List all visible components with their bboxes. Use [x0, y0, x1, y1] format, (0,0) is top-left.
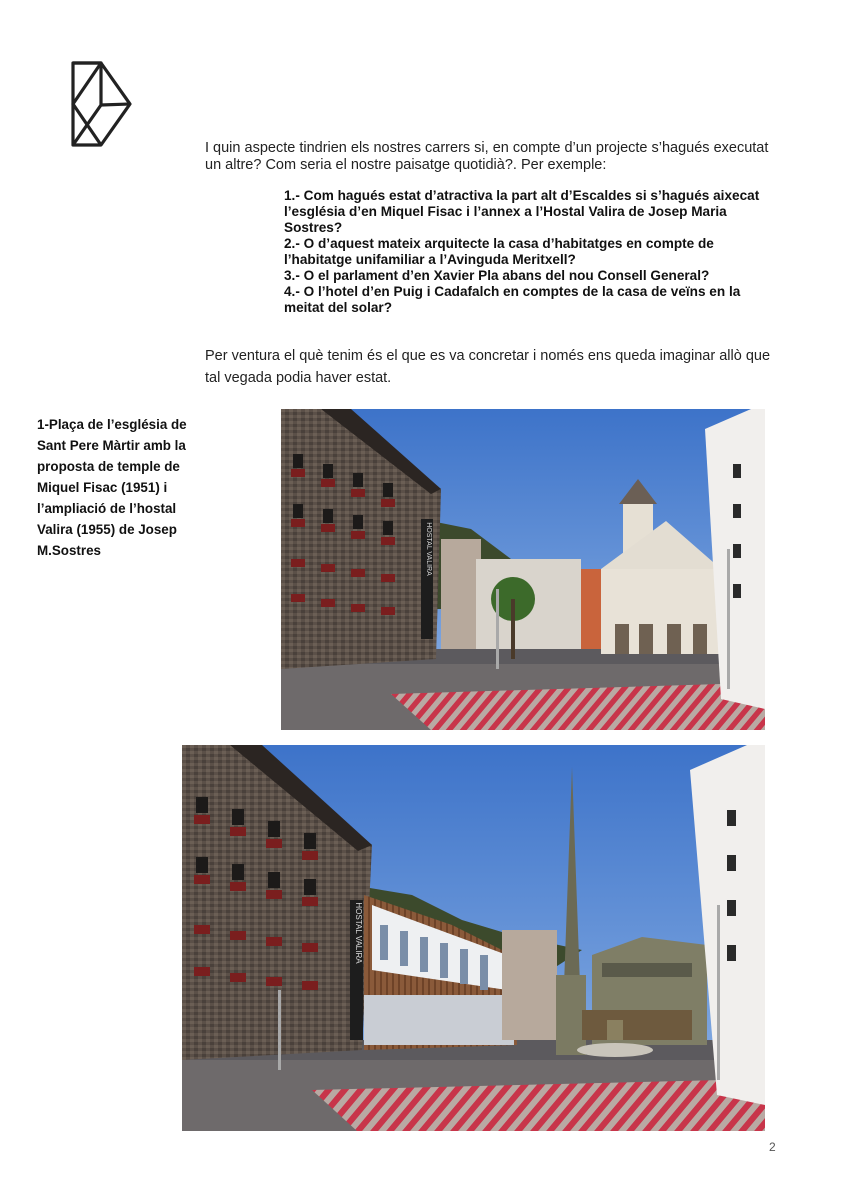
- question-item: 4.- O l’hotel d’en Puig i Cadafalch en comptes de la casa de veïns en la meitat del solar?: [284, 284, 741, 315]
- question-item: 2.- O d’aquest mateix arquitecte la casa d’habitatges en compte de l’habitatge unifamiliar a l’Avinguda Meritxell?: [284, 236, 714, 267]
- photo-square-current: [281, 409, 765, 730]
- closing-paragraph: Per ventura el què tenim és el que es va concretar i només ens queda imaginar allò que tal vegada podia haver estat.: [205, 348, 771, 386]
- intro-paragraph: I quin aspecte tindrien els nostres carrers si, en compte d’un projecte s’hagués executat un altre? Com seria el nostre paisatge quotidià?. Per exemple:: [205, 140, 769, 173]
- question-item: 3.- O el parlament d’en Xavier Pla abans del nou Consell General?: [284, 268, 710, 283]
- page-number: 2: [769, 1140, 776, 1154]
- questions-list: [284, 188, 784, 316]
- figure-caption: 1-Plaça de l’església de Sant Pere Màrtir amb la proposta de temple de Miquel Fisac (1951) i l’ampliació de l’hostal Valira (1955) de Josep M.Sostres: [37, 417, 187, 558]
- hostal-sign: HOSTAL VALIRA: [425, 522, 432, 576]
- photo-square-proposal: [182, 745, 765, 1131]
- bd-monogram-logo-icon: [70, 60, 132, 148]
- question-item: 1.- Com hagués estat d’atractiva la part alt d’Escaldes si s’hagués aixecat l’església d’en Miquel Fisac i l’annex a l’Hostal Valira de Josep Maria Sostres?: [284, 188, 760, 235]
- hostal-sign: HOSTAL VALIRA: [354, 902, 363, 964]
